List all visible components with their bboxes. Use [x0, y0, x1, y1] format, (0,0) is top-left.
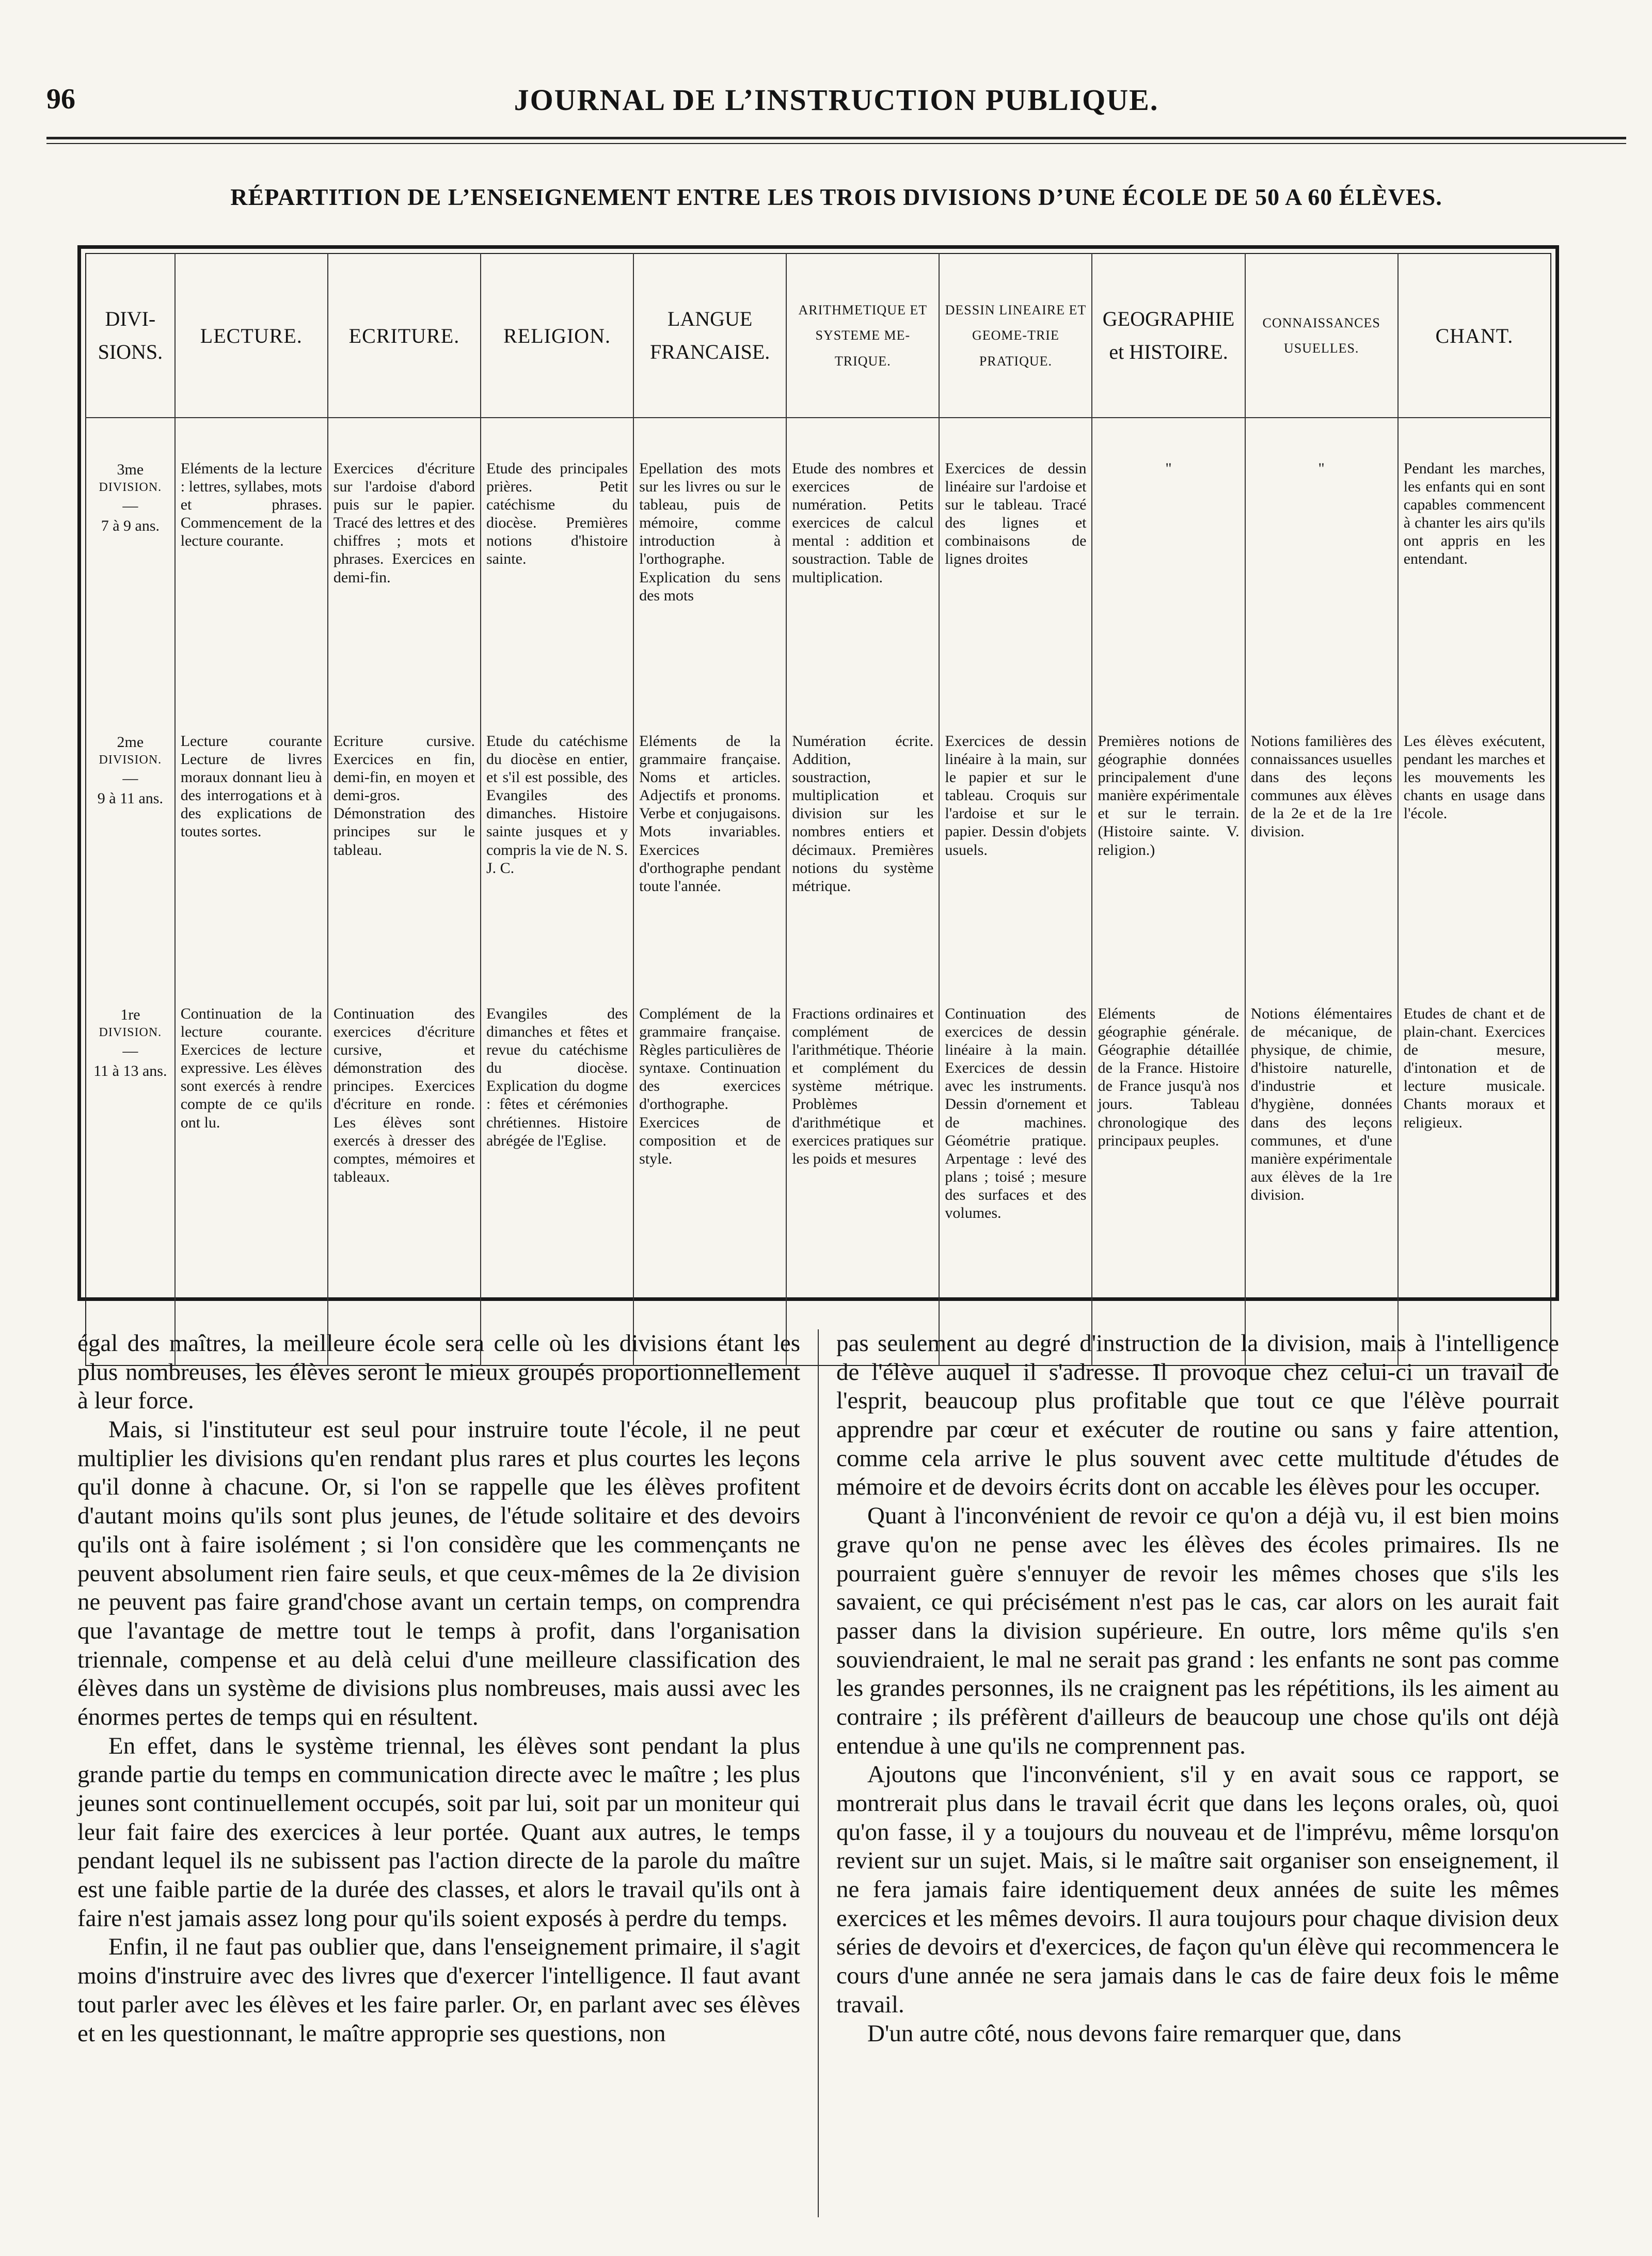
table-cell: Eléments de géographie générale. Géographie détaillée de la France. Histoire de France jusqu'à nos jours. Tableau chronologique des principaux peuples. — [1092, 984, 1245, 1365]
table-cell: Numération écrite. Addition, soustraction, multiplication et division sur les nombres entiers et décimaux. Premières notions du système métrique. — [786, 711, 939, 984]
paragraph: égal des maîtres, la meilleure école sera celle où les divisions étant les plus nombreuses, les élèves seront le mieux groupés proportionnellement à leur force. — [77, 1330, 800, 1415]
column-divider — [818, 1329, 819, 2217]
paragraph: En effet, dans le système triennal, les élèves sont pendant la plus grande partie du temps en communication directe avec le maître ; les plus jeunes sont continuellement occupés, soit par lui, soit par un moniteur qui leur fait faire des exercices à leur portée. Quant aux autres, le temps pendant lequel ils ne subissent pas l'action directe de la parole du maître est une faible partie de la durée des classes, et alors le travail qu'ils ont à faire n'est jamais assez long pour qu'ils soient exposés à perdre du temps. — [77, 1732, 800, 1932]
page-header — [46, 77, 1626, 119]
column-header: LANGUE FRANCAISE. — [633, 253, 786, 418]
journal-title: JOURNAL DE L’INSTRUCTION PUBLIQUE. — [514, 83, 1159, 117]
table-row — [86, 711, 1551, 984]
table-cell: Notions familières des connaissances usuelles dans des leçons communes aux élèves de la 2e et de la 1re division. — [1245, 711, 1398, 984]
table-header-row — [86, 253, 1551, 418]
table-cell: Fractions ordinaires et complément de l'arithmétique. Théorie et complément du système métrique. Problèmes d'arithmétique et exercices pratiques sur les poids et mesures — [786, 984, 939, 1365]
table-cell: Eléments de la grammaire française. Noms et articles. Adjectifs et pronoms. Verbe et conjugaisons. Mots invariables. Exercices d'orthographe pendant toute l'année. — [633, 711, 786, 984]
table-cell: Les élèves exécutent, pendant les marches et les mouvements les chants en usage dans l'école. — [1398, 711, 1551, 984]
paragraph: Ajoutons que l'inconvénient, s'il y en avait sous ce rapport, se montrerait plus dans le travail écrit que dans les leçons orales, où, quoi qu'on fasse, il y a toujours du nouveau et de l'imprévu, même lorsqu'on revient sur un sujet. Mais, si le maître sait organiser son enseignement, il ne fera jamais faire identiquement deux années de suite les mêmes exercices et les mêmes devoirs. Il aura toujours pour chaque division deux séries de devoirs et d'exercices, de façon qu'un élève qui recommencera le cours d'une année ne sera jamais dans le cas de faire deux fois le même travail. — [836, 1761, 1559, 2018]
table-cell: Exercices de dessin linéaire à la main, sur le papier et sur le tableau. Croquis sur l'ardoise et sur le papier. Dessin d'objets usuels. — [939, 711, 1092, 984]
table-cell: Etude du catéchisme du diocèse en entier, et s'il est possible, des Evangiles des dimanches. Histoire sainte jusques et y compris la vie de N. S. J. C. — [481, 711, 633, 984]
column-header: CONNAISSANCES USUELLES. — [1245, 253, 1398, 418]
column-header: LECTURE. — [175, 253, 328, 418]
column-header: DESSIN LINEAIRE ET GEOME-TRIE PRATIQUE. — [939, 253, 1092, 418]
table-cell: Notions élémentaires de mécanique, de physique, de chimie, d'histoire naturelle, d'industrie et d'hygiène, données dans des leçons communes, et d'une manière expérimentale aux élèves de la 1re division. — [1245, 984, 1398, 1365]
table-cell: Exercices de dessin linéaire sur l'ardoise et sur le tableau. Tracé des lignes et combinaisons de lignes droites — [939, 418, 1092, 711]
table-row — [86, 418, 1551, 711]
division-cell: 1re DIVISION. — 11 à 13 ans. — [93, 1006, 167, 1080]
table-cell: Premières notions de géographie données principalement d'une manière expérimentale et sur le terrain. (Histoire sainte. V. religion.) — [1092, 711, 1245, 984]
header-rule — [46, 137, 1626, 139]
table-cell: Etude des nombres et exercices de numération. Petits exercices de calcul mental : addition et soustraction. Table de multiplication. — [786, 418, 939, 711]
repartition-table — [85, 253, 1551, 1366]
table-cell: Exercices d'écriture sur l'ardoise d'abord puis sur le papier. Tracé des lettres et des chiffres ; mots et phrases. Exercices en demi-fin. — [328, 418, 481, 711]
table-cell: Etudes de chant et de plain-chant. Exercices de mesure, d'intonation et de lecture musicale. Chants moraux et religieux. — [1398, 984, 1551, 1365]
paragraph: D'un autre côté, nous devons faire remarquer que, dans — [867, 2020, 1402, 2047]
table-cell: Eléments de la lecture : lettres, syllabes, mots et phrases. Commencement de la lecture courante. — [175, 418, 328, 711]
paragraph: Mais, si l'instituteur est seul pour instruire toute l'école, il ne peut multiplier les divisions qu'en rendant plus rares et plus courtes les leçons qu'il donne à chacune. Or, si l'on se rappelle que les élèves profitent d'autant moins qu'ils sont plus jeunes, de l'étude solitaire et des devoirs qu'ils ont à faire isolément ; si l'on considère que les commençants ne peuvent absolument rien faire seuls, et que ceux-mêmes de la 2e division ne peuvent pas faire grand'chose avant un certain temps, on comprendra que l'avantage de mettre tout le temps à profit, dans l'organisation triennale, compense et au delà celui d'une meilleure classification des élèves dans un système de divisions plus nombreuses, mais aussi avec les énormes pertes de temps qui en résultent. — [77, 1416, 800, 1730]
left-column — [77, 1329, 800, 2048]
column-header: ARITHMETIQUE ET SYSTEME ME-TRIQUE. — [786, 253, 939, 418]
paragraph: Quant à l'inconvénient de revoir ce qu'on a déjà vu, il est bien moins grave qu'on ne pense avec les élèves des écoles primaires. Ils ne pourraient guère s'ennuyer de revoir les mêmes choses que s'ils les savaient, ce qui précisément n'est pas le cas, car alors on les aurait fait passer dans la division supérieure. En outre, lors même qu'ils s'en souviendraient, le mal ne serait pas grand : les enfants ne sont pas comme les grandes personnes, ils ne craignent pas les répétitions, ils les aiment au contraire ; ils préfèrent d'ailleurs de beaucoup une chose qu'ils ont déjà entendue à une qu'ils ne comprennent pas. — [836, 1502, 1559, 1759]
table-cell: Continuation des exercices d'écriture cursive, et démonstration des principes. Exercices d'écriture en ronde. Les élèves sont exercés à dresser des comptes, mémoires et tableaux. — [328, 984, 481, 1365]
column-header: CHANT. — [1398, 253, 1551, 418]
paragraph: Enfin, il ne faut pas oublier que, dans l'enseignement primaire, il s'agit moins d'instruire avec des livres que d'exercer l'intelligence. Il faut avant tout parler avec les élèves et les faire parler. Or, en parlant avec ses élèves et en les questionnant, le maître approprie ses questions, non — [77, 1933, 800, 2047]
column-header: ECRITURE. — [328, 253, 481, 418]
table-cell: " — [1245, 418, 1398, 711]
page-number: 96 — [46, 83, 75, 115]
table-cell: Ecriture cursive. Exercices en fin, demi-fin, en moyen et demi-gros. Démonstration des principes sur le tableau. — [328, 711, 481, 984]
table-cell: Etude des principales prières. Petit catéchisme du diocèse. Premières notions d'histoire sainte. — [481, 418, 633, 711]
table-row — [86, 984, 1551, 1365]
column-header: DIVI-SIONS. — [86, 253, 175, 418]
table-cell: Evangiles des dimanches et fêtes et revue du catéchisme du diocèse. Explication du dogme : fêtes et cérémonies chrétiennes. Histoire abrégée de l'Eglise. — [481, 984, 633, 1365]
table-frame — [77, 245, 1559, 1301]
division-cell: 2me DIVISION. — 9 à 11 ans. — [97, 734, 163, 807]
table-cell: Lecture courante Lecture de livres moraux donnant lieu à des interrogations et à des explications de toutes sortes. — [175, 711, 328, 984]
table-cell: " — [1092, 418, 1245, 711]
table-title: RÉPARTITION DE L’ENSEIGNEMENT ENTRE LES TROIS DIVISIONS D’UNE ÉCOLE DE 50 A 60 ÉLÈVES. — [230, 184, 1442, 210]
column-header: GEOGRAPHIE et HISTOIRE. — [1092, 253, 1245, 418]
table-cell: Pendant les marches, les enfants qui en sont capables commencent à chanter les airs qu'ils ont appris en les entendant. — [1398, 418, 1551, 711]
column-header: RELIGION. — [481, 253, 633, 418]
body-text — [77, 1329, 1559, 2217]
table-cell: Complément de la grammaire française. Règles particulières de syntaxe. Continuation des exercices d'orthographe. Exercices de composition et de style. — [633, 984, 786, 1365]
table-cell: Continuation des exercices de dessin linéaire à la main. Exercices de dessin avec les instruments. Dessin d'ornement et de machines. Géométrie pratique. Arpentage : levé des plans ; toisé ; mesure des surfaces et des volumes. — [939, 984, 1092, 1365]
right-column — [836, 1329, 1559, 2048]
division-cell: 3me DIVISION. — 7 à 9 ans. — [99, 461, 162, 535]
paragraph: pas seulement au degré d'instruction de la division, mais à l'intelligence de l'élève auquel il s'adresse. Il provoque chez celui-ci un travail de l'esprit, beaucoup plus profitable que tout ce que l'élève pourrait apprendre par cœur et exécuter de routine ou sans y faire attention, comme cela arrive le plus souvent avec cette multitude d'études de mémoire et de devoirs écrits dont on accable les élèves pour les occuper. — [836, 1330, 1559, 1501]
table-cell: Epellation des mots sur les livres ou sur le tableau, puis de mémoire, comme introduction à l'orthographe. Explication du sens des mots — [633, 418, 786, 711]
table-cell: Continuation de la lecture courante. Exercices de lecture expressive. Les élèves sont exercés à rendre compte de ce qu'ils ont lu. — [175, 984, 328, 1365]
